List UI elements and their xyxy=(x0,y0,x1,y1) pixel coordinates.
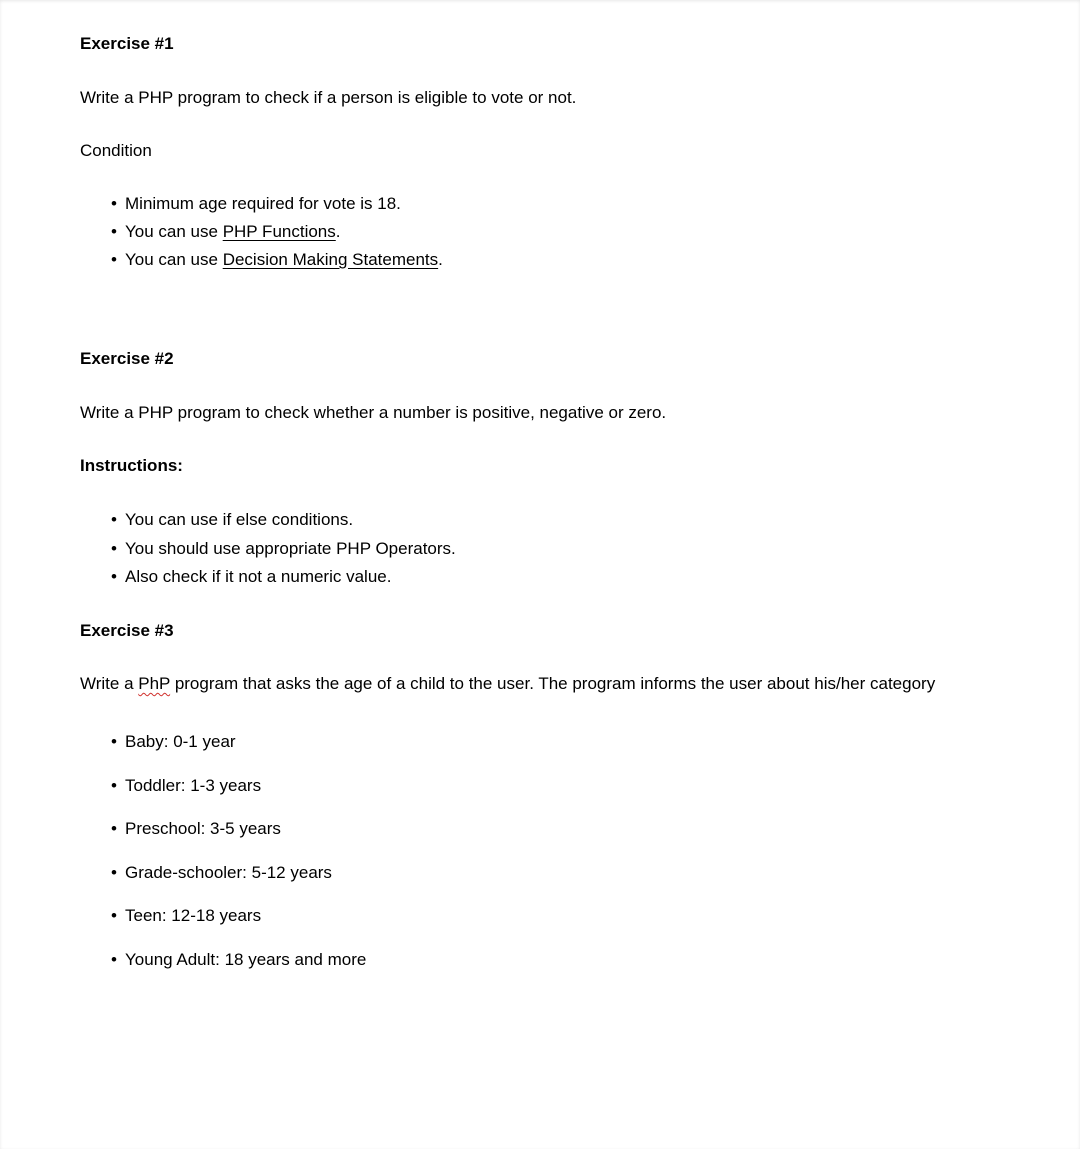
bullet-icon: • xyxy=(111,732,117,751)
decision-making-statements-link[interactable]: Decision Making Statements xyxy=(222,250,439,269)
bullet-icon: • xyxy=(111,949,117,969)
php-functions-link[interactable]: PHP Functions xyxy=(222,222,336,241)
exercise-1-heading: Exercise #1 xyxy=(80,34,174,53)
list-item xyxy=(111,538,456,567)
bullet-icon: • xyxy=(111,250,117,269)
list-item-text: Teen: 12-18 years xyxy=(125,906,262,925)
list-item-text-prefix: You can use xyxy=(125,222,223,241)
list-item-text-prefix: You can use xyxy=(125,250,223,269)
list-item xyxy=(111,509,456,538)
list-item xyxy=(111,221,443,249)
list-item-text: Preschool: 3-5 years xyxy=(125,819,281,838)
bullet-icon: • xyxy=(111,538,117,558)
bullet-icon: • xyxy=(111,819,117,838)
bullet-icon: • xyxy=(111,510,117,529)
list-item-text: Minimum age required for vote is 18. xyxy=(125,194,401,213)
list-item xyxy=(111,193,443,221)
exercise-3-categories-list xyxy=(80,731,366,992)
list-item-text: You should use appropriate PHP Operators. xyxy=(125,538,456,558)
spellcheck-flagged-word[interactable]: PhP xyxy=(138,674,171,693)
exercise-1-conditions-list xyxy=(80,193,443,277)
list-item xyxy=(111,249,443,277)
exercise-1-condition-label: Condition xyxy=(80,141,152,160)
prompt-suffix: program that asks the age of a child to the user. The program informs the user about his/her category xyxy=(170,674,936,693)
list-item xyxy=(111,818,366,862)
list-item xyxy=(111,731,366,775)
bullet-icon: • xyxy=(111,906,117,925)
list-item xyxy=(111,949,366,993)
exercise-3-heading: Exercise #3 xyxy=(80,621,174,640)
bullet-icon: • xyxy=(111,567,117,586)
bullet-icon: • xyxy=(111,862,117,882)
bullet-icon: • xyxy=(111,194,117,213)
list-item-text: Also check if it not a numeric value. xyxy=(125,567,392,586)
exercise-1-prompt: Write a PHP program to check if a person is eligible to vote or not. xyxy=(80,88,577,107)
list-item xyxy=(111,566,456,595)
bullet-icon: • xyxy=(111,222,117,241)
list-item-text: Baby: 0-1 year xyxy=(125,732,236,751)
prompt-prefix: Write a xyxy=(80,674,139,693)
exercise-3-prompt xyxy=(80,673,935,694)
exercise-2-instructions-list xyxy=(80,509,456,595)
list-item-text: Toddler: 1-3 years xyxy=(125,775,262,795)
list-item xyxy=(111,905,366,949)
exercise-2-prompt: Write a PHP program to check whether a number is positive, negative or zero. xyxy=(80,403,667,422)
list-item-text: You can use if else conditions. xyxy=(125,510,354,529)
list-item-text: Grade-schooler: 5-12 years xyxy=(125,862,332,882)
list-item xyxy=(111,862,366,906)
exercise-2-heading: Exercise #2 xyxy=(80,349,174,368)
bullet-icon: • xyxy=(111,775,117,795)
list-item xyxy=(111,775,366,819)
list-item-text-suffix: . xyxy=(335,222,341,241)
list-item-text-suffix: . xyxy=(438,250,443,269)
exercise-2-instructions-label: Instructions: xyxy=(80,456,183,475)
list-item-text: Young Adult: 18 years and more xyxy=(125,949,367,969)
